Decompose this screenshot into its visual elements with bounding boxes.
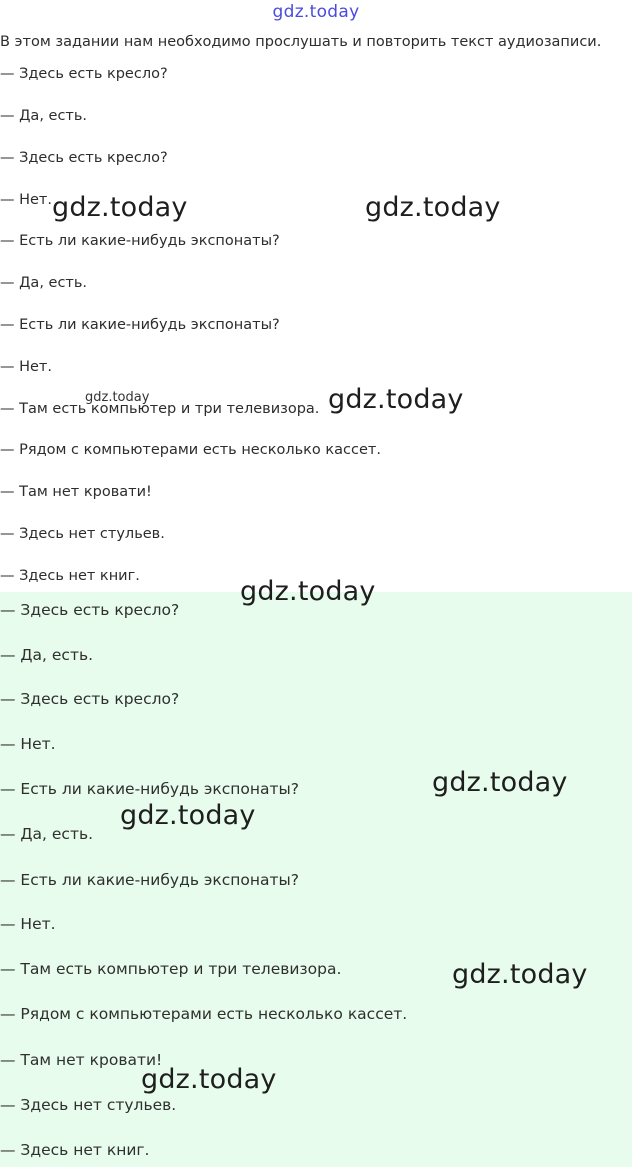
dialogue-line: — Есть ли какие-нибудь экспонаты? xyxy=(0,780,300,798)
dialogue-line: — Да, есть. xyxy=(0,108,88,124)
dialogue-line: — Есть ли какие-нибудь экспонаты? xyxy=(0,317,280,333)
dialogue-line: — Здесь есть кресло? xyxy=(0,66,168,82)
watermark: gdz.today xyxy=(85,390,150,405)
dialogue-line: — Здесь есть кресло? xyxy=(0,150,168,166)
dialogue-line: — Есть ли какие-нибудь экспонаты? xyxy=(0,233,280,249)
watermark: gdz.today xyxy=(240,576,376,607)
dialogue-line: — Здесь нет стульев. xyxy=(0,526,165,542)
dialogue-line: — Здесь есть кресло? xyxy=(0,601,180,619)
dialogue-line: — Нет. xyxy=(0,915,56,933)
dialogue-line: — Рядом с компьютерами есть несколько кассет. xyxy=(0,442,381,458)
dialogue-line: — Здесь нет книг. xyxy=(0,1141,150,1159)
dialogue-line: — Есть ли какие-нибудь экспонаты? xyxy=(0,871,300,889)
dialogue-line: — Нет. xyxy=(0,192,52,208)
task-intro: В этом задании нам необходимо прослушать и повторить текст аудиозаписи. xyxy=(0,34,602,50)
dialogue-line: — Да, есть. xyxy=(0,825,94,843)
watermark: gdz.today xyxy=(328,384,464,415)
dialogue-line: — Там есть компьютер и три телевизора. xyxy=(0,960,342,978)
dialogue-line: — Нет. xyxy=(0,359,52,375)
watermark: gdz.today xyxy=(432,767,568,798)
watermark: gdz.today xyxy=(120,800,256,831)
watermark: gdz.today xyxy=(365,192,501,223)
watermark: gdz.today xyxy=(52,192,188,223)
watermark: gdz.today xyxy=(452,959,588,990)
dialogue-line: — Там нет кровати! xyxy=(0,1051,163,1069)
dialogue-line: — Там нет кровати! xyxy=(0,484,152,500)
dialogue-line: — Здесь нет стульев. xyxy=(0,1096,177,1114)
dialogue-line: — Нет. xyxy=(0,735,56,753)
dialogue-line: — Рядом с компьютерами есть несколько кассет. xyxy=(0,1005,408,1023)
dialogue-line: — Да, есть. xyxy=(0,646,94,664)
dialogue-line: — Здесь нет книг. xyxy=(0,568,140,584)
dialogue-line: — Здесь есть кресло? xyxy=(0,690,180,708)
dialogue-line: — Там есть компьютер и три телевизора. xyxy=(0,401,320,417)
site-logo: gdz.today xyxy=(272,2,360,22)
answer-panel xyxy=(0,592,632,1167)
watermark: gdz.today xyxy=(141,1064,277,1095)
dialogue-line: — Да, есть. xyxy=(0,275,88,291)
